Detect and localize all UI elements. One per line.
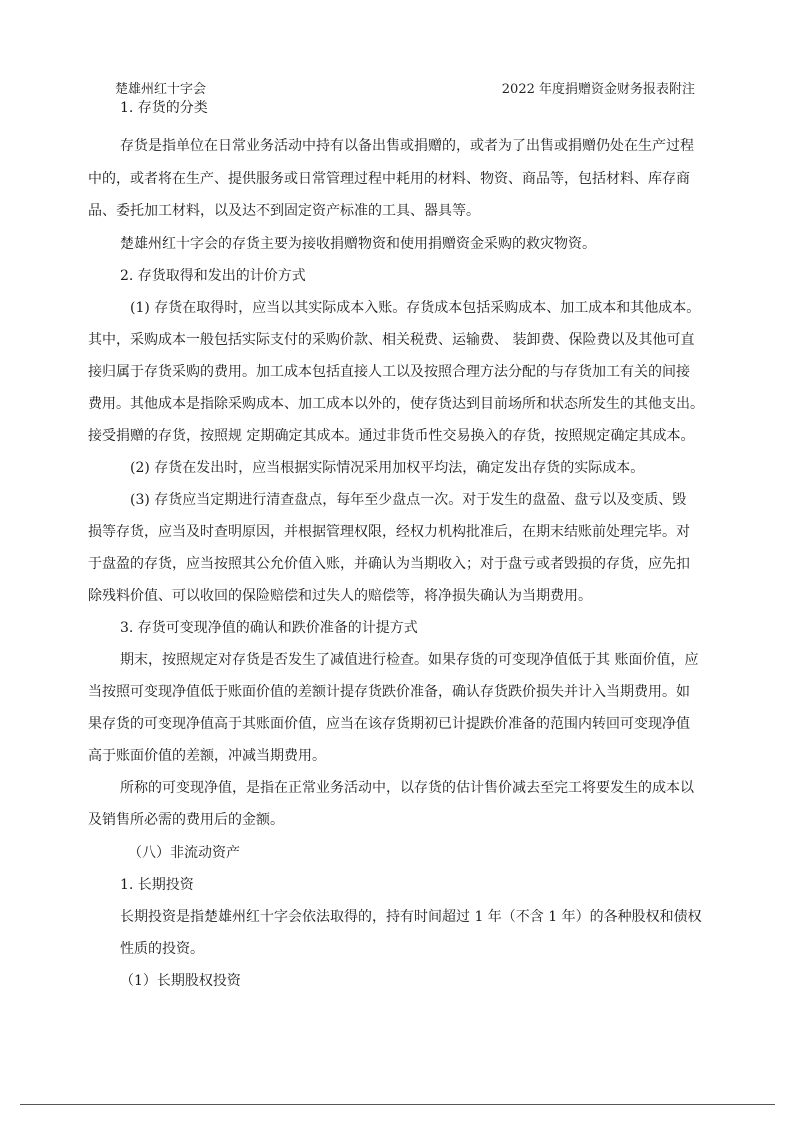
heading-net-realizable-value: 3. 存货可变现净值的确认和跌价准备的计提方式 — [120, 620, 418, 636]
paragraph-line: 接归属于存货采购的费用。加工成本包括直接人工以及按照合理方法分配的与存货加工有关的间接 — [88, 364, 690, 380]
paragraph-line: 高于账面价值的差额，冲减当期费用。 — [88, 748, 326, 764]
bottom-divider — [20, 1104, 775, 1105]
header-org: 楚雄州红十字会 — [115, 82, 207, 97]
heading-long-term-equity-investment: （1）长期股权投资 — [120, 973, 241, 989]
paragraph-line: 当按照可变现净值低于账面价值的差额计提存货跌价准备，确认存货跌价损失并计入当期费用。如 — [88, 684, 690, 700]
paragraph-line: 接受捐赠的存货，按照规 定期确定其成本。通过非货币性交易换入的存货，按照规定确定其成本。 — [88, 428, 695, 444]
paragraph-line: 期末，按照规定对存货是否发生了减值进行检查。如果存货的可变现净值低于其 账面价值，应 — [120, 652, 699, 668]
paragraph-line: 楚雄州红十字会的存货主要为接收捐赠物资和使用捐赠资金采购的救灾物资。 — [120, 236, 596, 252]
paragraph-line: 损等存货，应当及时查明原因，并根据管理权限，经权力机构批准后，在期末结账前处理完毕。对 — [88, 524, 690, 540]
paragraph-line: (3) 存货应当定期进行清查盘点，每年至少盘点一次。对于发生的盘盈、盘亏以及变质、毁 — [130, 492, 687, 508]
header-doc-title: 2022 年度捐赠资金财务报表附注 — [501, 82, 695, 97]
paragraph-line: 其中，采购成本一般包括实际支付的采购价款、相关税费、运输费、 装卸费、保险费以及其他可直 — [88, 332, 695, 348]
heading-long-term-investment: 1. 长期投资 — [120, 877, 194, 893]
paragraph-line: 性质的投资。 — [120, 941, 204, 957]
paragraph-line: 于盘盈的存货，应当按照其公允价值入账，并确认为当期收入；对于盘亏或者毁损的存货，应先扣 — [88, 556, 690, 572]
paragraph-line: 果存货的可变现净值高于其账面价值，应当在该存货期初已计提跌价准备的范围内转回可变现净值 — [88, 716, 690, 732]
paragraph-line: 费用。其他成本是指除采购成本、加工成本以外的，使存货达到目前场所和状态所发生的其他支出。 — [88, 396, 704, 412]
paragraph-line: (2) 存货在发出时，应当根据实际情况采用加权平均法，确定发出存货的实际成本。 — [130, 460, 645, 476]
paragraph-line: 除残料价值、可以收回的保险赔偿和过失人的赔偿等，将净损失确认为当期费用。 — [88, 588, 592, 604]
paragraph-line: 品、委托加工材料，以及达不到固定资产标准的工具、器具等。 — [88, 203, 480, 219]
section-heading-non-current-assets: （八）非流动资产 — [128, 845, 240, 861]
paragraph-line: 所称的可变现净值，是指在正常业务活动中，以存货的估计售价减去至完工将要发生的成本以 — [120, 780, 694, 796]
paragraph-line: 长期投资是指楚雄州红十字会依法取得的，持有时间超过 1 年（不含 1 年）的各种股权和债权 — [120, 909, 702, 925]
paragraph-line: 中的，或者将在生产、提供服务或日常管理过程中耗用的材料、物资、商品等，包括材料、库存商 — [88, 171, 690, 187]
heading-inventory-classification: 1. 存货的分类 — [120, 100, 208, 116]
paragraph-line: 存货是指单位在日常业务活动中持有以备出售或捐赠的，或者为了出售或捐赠仍处在生产过程 — [120, 138, 694, 154]
paragraph-line: (1) 存货在取得时，应当以其实际成本入账。存货成本包括采购成本、加工成本和其他成本。 — [130, 300, 701, 316]
paragraph-line: 及销售所必需的费用后的金额。 — [88, 812, 284, 828]
heading-inventory-valuation: 2. 存货取得和发出的计价方式 — [120, 268, 306, 284]
